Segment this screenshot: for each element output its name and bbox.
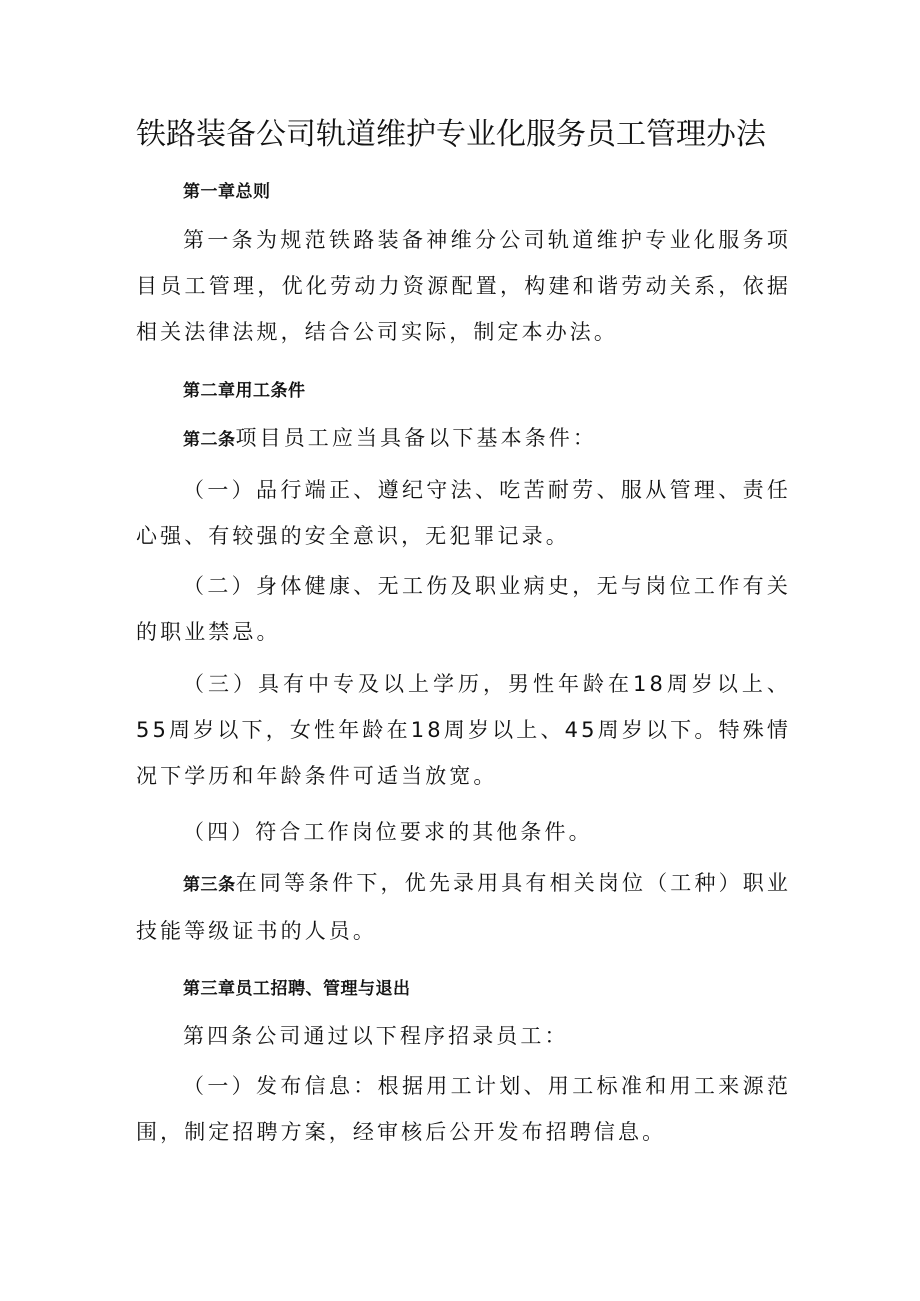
chapter-heading-2: 第二章用工条件: [183, 381, 306, 401]
procedure-step-1: （一）发布信息：根据用工计划、用工标准和用工来源范围，制定招聘方案，经审核后公开发布招聘信息。: [136, 1074, 791, 1144]
article-2-label: 第二条: [183, 430, 236, 450]
article-3-text: 在同等条件下，优先录用具有相关岗位（工种）职业技能等级证书的人员。: [136, 871, 791, 943]
condition-item-1: （一）品行端正、遵纪守法、吃苦耐劳、服从管理、责任心强、有较强的安全意识，无犯罪记录。: [136, 478, 791, 548]
document-title: 铁路装备公司轨道维护专业化服务员工管理办法: [136, 117, 766, 152]
condition-item-3: （三）具有中专及以上学历，男性年龄在18周岁以上、55周岁以下，女性年龄在18周岁以上、45周岁以下。特殊情况下学历和年龄条件可适当放宽。: [136, 672, 791, 788]
article-4: 第四条公司通过以下程序招录员工：: [183, 1024, 569, 1048]
article-1: 第一条为规范铁路装备神维分公司轨道维护专业化服务项目员工管理，优化劳动力资源配置，构建和谐劳动关系，依据相关法律法规，结合公司实际，制定本办法。: [136, 228, 791, 344]
condition-item-4: （四）符合工作岗位要求的其他条件。: [183, 820, 593, 844]
chapter-heading-1: 第一章总则: [183, 182, 271, 202]
article-2-text: 项目员工应当具备以下基本条件：: [235, 426, 597, 450]
condition-item-2: （二）身体健康、无工伤及职业病史，无与岗位工作有关的职业禁忌。: [136, 574, 791, 644]
article-3-label: 第三条: [183, 875, 236, 895]
article-2: [136, 415, 791, 463]
article-3: [136, 860, 791, 954]
chapter-heading-3: 第三章员工招聘、管理与退出: [183, 979, 411, 999]
